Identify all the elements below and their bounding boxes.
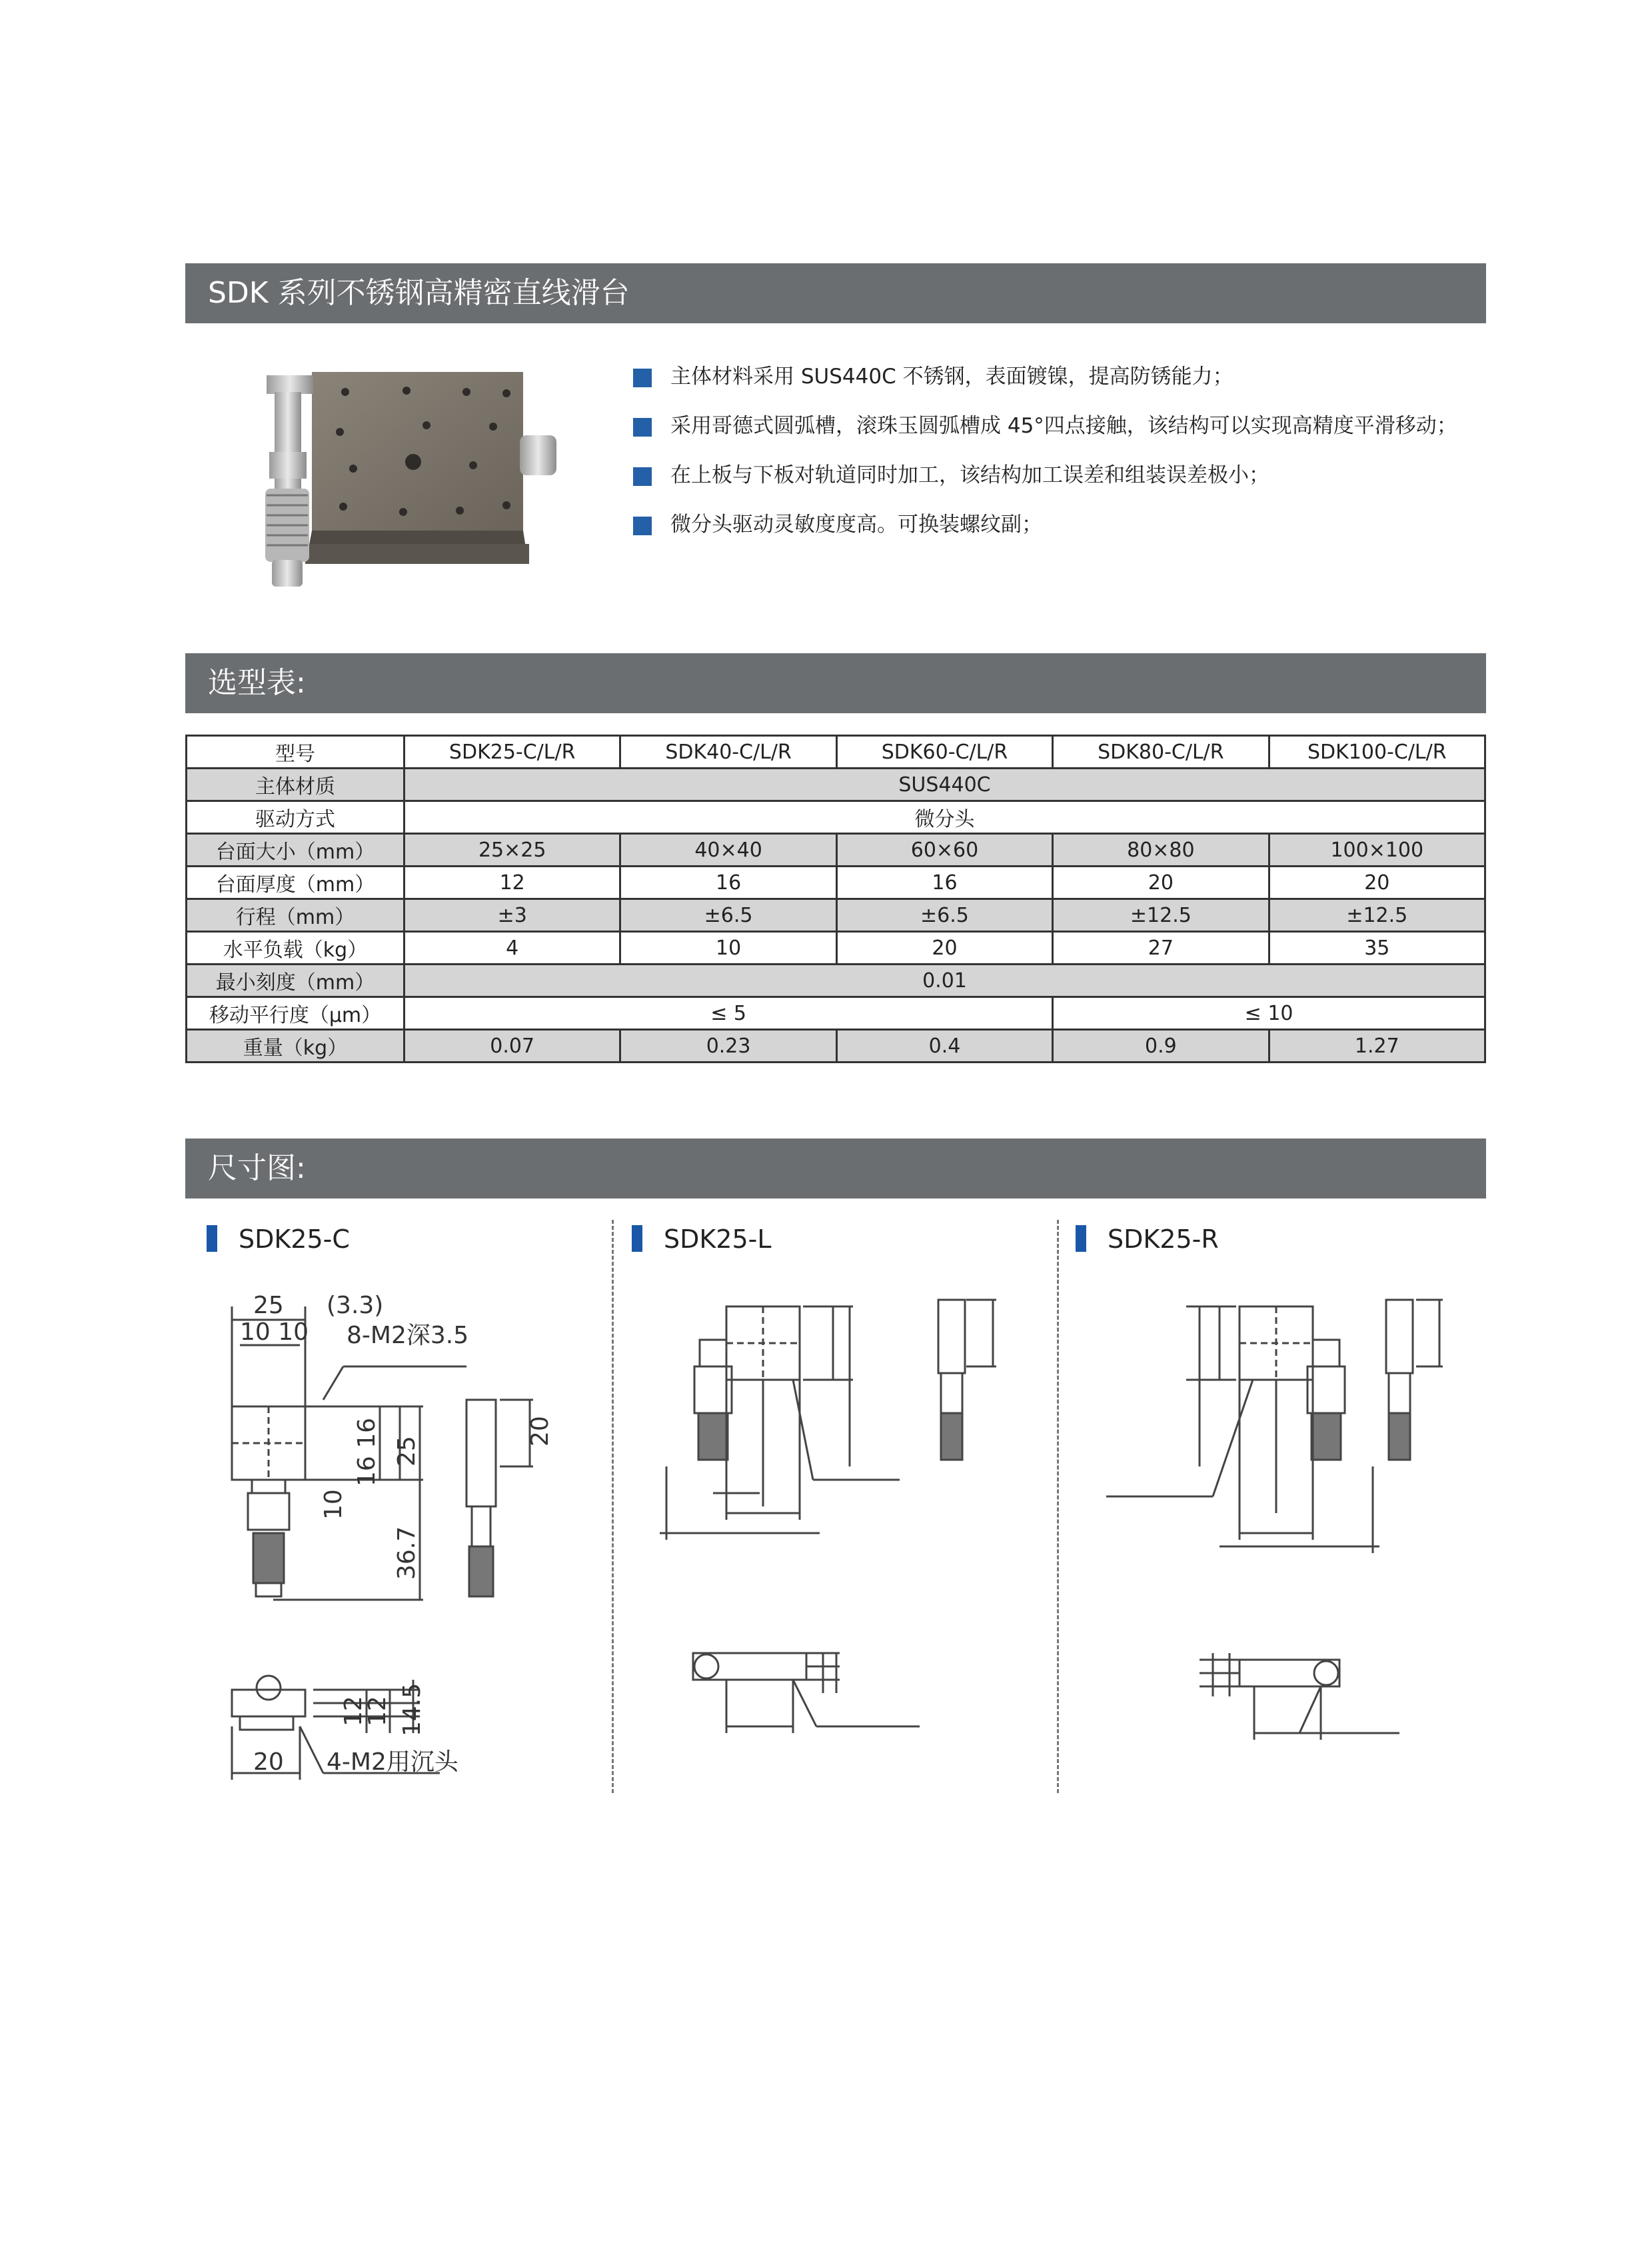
- row-label: 行程（mm）: [187, 899, 405, 932]
- table-row: [187, 834, 1485, 867]
- row-label: 重量（kg）: [187, 1030, 405, 1063]
- table-cell: 0.07: [405, 1030, 620, 1063]
- table-cell: 1.27: [1269, 1030, 1485, 1063]
- row-label: 主体材质: [187, 769, 405, 801]
- drawing-sdk25-r: [1080, 1266, 1486, 1800]
- dimensions-bar: [185, 1138, 1486, 1198]
- table-row: [187, 965, 1485, 997]
- title-mark-icon: [1076, 1225, 1086, 1252]
- row-label: 台面大小（mm）: [187, 834, 405, 867]
- table-row: [187, 801, 1485, 834]
- dim-label: 16 16: [353, 1417, 381, 1486]
- bullet-square-icon: [633, 517, 652, 535]
- table-cell: ±12.5: [1269, 899, 1485, 932]
- drawing-sdk25-l: [633, 1266, 1046, 1800]
- table-row: [187, 736, 1485, 769]
- drawing-title-c: SDK25-C: [207, 1222, 350, 1256]
- table-cell: 0.4: [836, 1030, 1052, 1063]
- feature-item: 微分头驱动灵敏度度高。可换装螺纹副；: [633, 508, 1493, 557]
- dim-label: 4-M2用沉头: [327, 1748, 458, 1776]
- drawing-title-l: SDK25-L: [632, 1222, 772, 1256]
- table-cell: 100×100: [1269, 834, 1485, 867]
- bullet-square-icon: [633, 467, 652, 486]
- table-cell: 35: [1269, 932, 1485, 965]
- bullet-square-icon: [633, 369, 652, 387]
- divider-line: [612, 1220, 614, 1793]
- row-label: 最小刻度（mm）: [187, 965, 405, 997]
- table-cell: 80×80: [1053, 834, 1269, 867]
- drawing-sdk25-c: [200, 1266, 600, 1800]
- dim-label: 10: [320, 1489, 347, 1520]
- bullet-square-icon: [633, 418, 652, 437]
- table-row: [187, 1030, 1485, 1063]
- selection-table: [185, 735, 1486, 1063]
- table-header-cell: SDK60-C/L/R: [836, 736, 1052, 769]
- dim-label: 20: [253, 1748, 284, 1776]
- row-label: 台面厚度（mm）: [187, 867, 405, 899]
- dim-label: 25: [393, 1436, 420, 1466]
- row-label: 水平负载（kg）: [187, 932, 405, 965]
- table-cell: 60×60: [836, 834, 1052, 867]
- table-cell: 20: [836, 932, 1052, 965]
- dim-label: 36.7: [393, 1526, 420, 1580]
- table-cell: 27: [1053, 932, 1269, 965]
- table-row: [187, 899, 1485, 932]
- dim-label: 12: [340, 1696, 367, 1726]
- product-photo: [227, 352, 573, 605]
- dim-label: 10 10: [240, 1318, 309, 1346]
- table-header-cell: 型号: [187, 736, 405, 769]
- feature-item: 在上板与下板对轨道同时加工，该结构加工误差和组装误差极小；: [633, 459, 1493, 508]
- table-row: [187, 867, 1485, 899]
- dim-label: 25: [253, 1292, 284, 1319]
- divider-line: [1057, 1220, 1059, 1793]
- table-cell: 0.9: [1053, 1030, 1269, 1063]
- table-cell: 16: [620, 867, 836, 899]
- table-cell: 10: [620, 932, 836, 965]
- table-cell: ≤ 10: [1053, 997, 1485, 1030]
- table-cell: 40×40: [620, 834, 836, 867]
- table-cell: ±12.5: [1053, 899, 1269, 932]
- selection-bar: [185, 653, 1486, 713]
- drawing-title-r: SDK25-R: [1076, 1222, 1219, 1256]
- row-label: 移动平行度（μm）: [187, 997, 405, 1030]
- feature-item: 采用哥德式圆弧槽，滚珠玉圆弧槽成 45°四点接触，该结构可以实现高精度平滑移动；: [633, 409, 1493, 459]
- table-header-cell: SDK80-C/L/R: [1053, 736, 1269, 769]
- dim-label: 12: [364, 1696, 391, 1726]
- table-cell: 25×25: [405, 834, 620, 867]
- dimensions-title: 尺寸图:: [208, 1151, 306, 1185]
- table-cell: ±6.5: [836, 899, 1052, 932]
- table-cell: ±6.5: [620, 899, 836, 932]
- table-header-cell: SDK40-C/L/R: [620, 736, 836, 769]
- table-header-cell: SDK100-C/L/R: [1269, 736, 1485, 769]
- row-label: 驱动方式: [187, 801, 405, 834]
- table-cell: 16: [836, 867, 1052, 899]
- table-cell: 20: [1053, 867, 1269, 899]
- table-cell: 4: [405, 932, 620, 965]
- table-cell: 0.23: [620, 1030, 836, 1063]
- feature-item: 主体材料采用 SUS440C 不锈钢，表面镀镍，提高防锈能力；: [633, 360, 1493, 409]
- feature-list: [633, 360, 1493, 557]
- page-title: SDK 系列不锈钢高精密直线滑台: [208, 276, 630, 310]
- table-cell: 0.01: [405, 965, 1485, 997]
- dim-label: 14.5: [399, 1682, 426, 1736]
- table-cell: ±3: [405, 899, 620, 932]
- dim-label: 20: [526, 1416, 554, 1446]
- table-cell: ≤ 5: [405, 997, 1053, 1030]
- dim-label: 8-M2深3.5: [347, 1322, 469, 1349]
- table-cell: 20: [1269, 867, 1485, 899]
- selection-title: 选型表:: [208, 666, 306, 700]
- title-mark-icon: [207, 1225, 217, 1252]
- table-row: [187, 997, 1485, 1030]
- table-row: [187, 932, 1485, 965]
- table-cell: SUS440C: [405, 769, 1485, 801]
- dim-label: (3.3): [327, 1292, 384, 1319]
- table-header-cell: SDK25-C/L/R: [405, 736, 620, 769]
- table-row: [187, 769, 1485, 801]
- table-cell: 12: [405, 867, 620, 899]
- header-bar: [185, 263, 1486, 323]
- table-cell: 微分头: [405, 801, 1485, 834]
- title-mark-icon: [632, 1225, 642, 1252]
